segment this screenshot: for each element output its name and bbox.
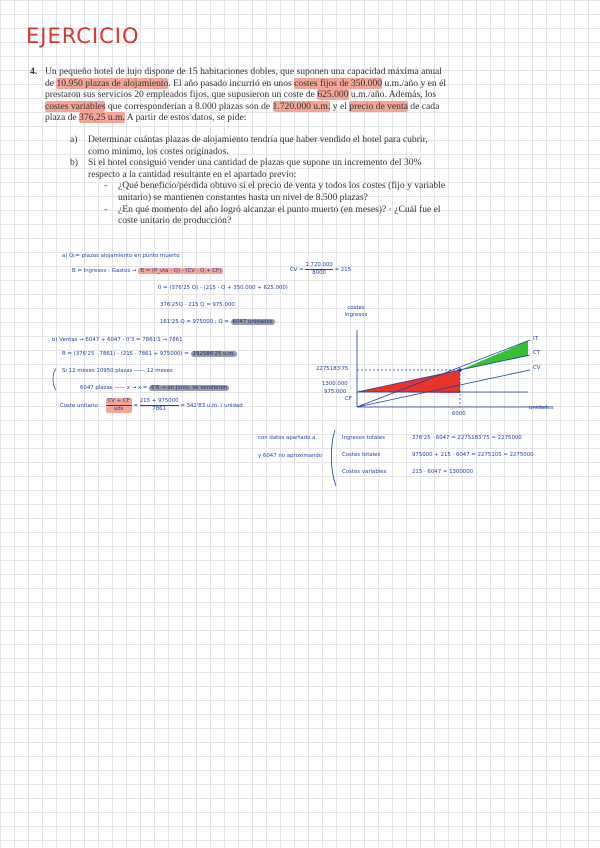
statement-text: de cada plaza de (45, 100, 440, 124)
note-b3b: 6047 plazas —— x → x = 6'6 → en junio, se vendieron (80, 385, 228, 391)
note-c-row1-calc: 376'25 · 6047 = 2275183'75 ≈ 2275000 (412, 435, 522, 441)
highlighted-text: 625.000 (317, 89, 349, 101)
line-label-it: IT (533, 336, 538, 342)
graph-ytick-1: 2275183'75 (316, 366, 349, 372)
statement-text: u.m./año y en él prestaron sus servicios 20 empleados fijos, que supusieron un coste de (45, 77, 447, 101)
note-cv: CV = $\frac{1.720.000}{8000}$ = 215 (290, 262, 352, 276)
statement-text: A partir de estos datos, se pide: (124, 112, 247, 124)
note-c-row3-label: Costes variables (342, 469, 387, 475)
break-even-point (458, 368, 462, 372)
statement-text: y el (330, 100, 350, 112)
note-a5: 161'25 Q = 975000 ; Q = 6047 unidades (160, 319, 273, 325)
highlighted-text: precio de venta (349, 100, 408, 112)
rule-of-three-brace (53, 369, 56, 390)
highlighted-text: costes variables (45, 100, 106, 112)
note-b1: b) Ventas → 6047 + 6047 · 0'3 = 7861'1 → 7861 (52, 337, 183, 343)
note-a1: a) Q₀= plazas alojamiento en punto muerto (62, 253, 180, 259)
note-b3a: Si 12 meses 10950 plazas —— 12 meses (62, 368, 173, 374)
highlighted-text: 1.720.000 u.m. (272, 100, 331, 112)
graph-ytick-2: 1300.000 (322, 381, 348, 387)
question-b: b) Si el hotel consiguió vender una cantidad de plazas que supone un incremento del 30% respecto a la cantidad resultante en el apartado previo: - ¿Qué beneficio/pérdida obtuvo si el precio de venta y todos los costes (fijo y variable unitario) se mantienen constantes hasta un nivel de 8.500 plazas? - ¿En qué momento del año logró alcanzar el punto muerto (en meses)? · ¿Cuál fue el coste unitario de producción? (70, 157, 450, 227)
note-c-row3-calc: 215 · 6047 ≈ 1300000 (412, 469, 474, 475)
result-a-pill: 6047 unidades (232, 319, 273, 325)
highlighted-text: 376,25 u.m. (79, 112, 125, 124)
line-label-ct: CT (533, 350, 541, 356)
statement-text: que corresponderían a 8.000 plazas son de (105, 100, 273, 112)
question-b-sub-1: - ¿Qué beneficio/pérdida obtuvo si el precio de venta y todos los costes (fijo y variable unitario) se mantienen constantes hasta un nivel de 8.500 plazas? (104, 180, 446, 203)
graph-ytick-4: CF (345, 396, 352, 402)
note-c-row2-label: Costes totales (342, 452, 381, 458)
note-c-row2-calc: 975000 + 215 · 6047 = 2275105 ≈ 2275000 (412, 452, 534, 458)
problem-number: 4. (30, 66, 38, 77)
brace-bracket (331, 430, 336, 486)
statement-text: u.m./año. Además, los (348, 89, 437, 101)
statement-text: . El año pasado incurrió en unos (168, 77, 295, 89)
question-a: a) Determinar cuántas plazas de alojamiento tendría que haber vendido el hotel para cubrir, como mínimo, los costes originados. (70, 133, 428, 157)
graph-xtick: 6000 (452, 411, 466, 417)
result-months-pill: 6'6 → en junio, se vendieron (151, 385, 228, 391)
break-even-graph (357, 330, 548, 407)
note-c-row1-label: Ingresos totales (342, 435, 385, 441)
graph-xlabel: unidades (529, 405, 554, 411)
note-a3: 0 = (376'25 Q) - (215 · Q + 350.000 + 625.000) (158, 285, 288, 291)
statement-text: Un pequeño hotel de lujo dispone de 15 habitaciones dobles, que suponen una capacidad máxima anual de (45, 66, 442, 89)
highlighted-text: 10.950 plazas de alojamiento (56, 77, 169, 89)
line-label-cv: CV (533, 365, 541, 371)
profit-area (460, 341, 528, 370)
note-b2: B = (376'25 · 7861) - (215 · 7861 + 975000) = 292586'25 u.m. (62, 351, 236, 357)
note-c-lead1: con datos apartado a (258, 435, 316, 441)
formula-highlight: B = (P_vta · Q) - (CV · Q + CF) (140, 268, 222, 274)
note-c-lead2: y 6047 no aproximando (258, 453, 323, 459)
graph-ylabel: costes ingresos (344, 305, 368, 318)
graph-ytick-3: 975.000 (324, 389, 347, 395)
note-a2: B = Ingresos - Gastos → B = (P_vta · Q) - (CV · Q + CF) (72, 268, 222, 274)
note-b4: Coste unitario $\frac{CV + CF}{\text{uds}}$ = $\frac{215 + 975000}{7861}$ = 342'83 u.m. / unidad (60, 398, 243, 412)
question-b-sub-2: - ¿En qué momento del año logró alcanzar el punto muerto (en meses)? · ¿Cuál fue el coste unitario de producción? (104, 203, 441, 227)
highlighted-text: costes fijos de 350.000 (294, 77, 383, 89)
result-b-pill: 292586'25 u.m. (192, 351, 236, 357)
note-a4: 376'25Q - 215 Q = 975.000 (160, 302, 235, 308)
exercise-title: EJERCICIO (26, 24, 140, 48)
